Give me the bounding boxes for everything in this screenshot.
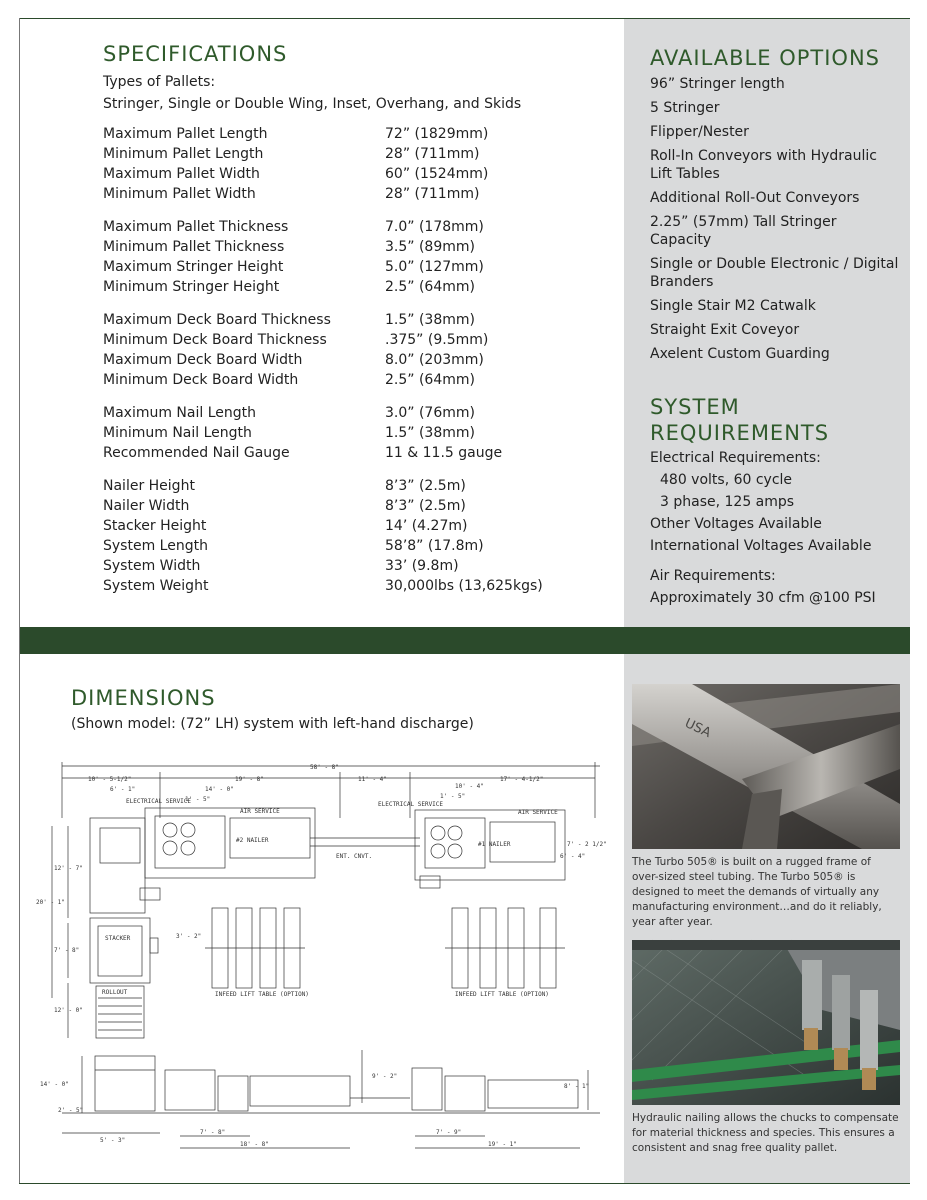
spec-row bbox=[103, 556, 625, 576]
spec-value: 28” (711mm) bbox=[385, 186, 480, 202]
spec-row bbox=[103, 217, 625, 237]
spec-value: 5.0” (127mm) bbox=[385, 259, 484, 275]
spec-row bbox=[103, 516, 625, 536]
dim-label: ELECTRICAL SERVICE bbox=[126, 798, 192, 805]
option-item: 5 Stringer bbox=[650, 100, 720, 116]
dim-label: 58' - 8" bbox=[310, 764, 339, 771]
spec-value: 60” (1524mm) bbox=[385, 166, 489, 182]
spec-row bbox=[103, 164, 625, 184]
spec-label: Maximum Pallet Thickness bbox=[103, 219, 289, 235]
spec-value: 8.0” (203mm) bbox=[385, 352, 484, 368]
system-title-line1: SYSTEM bbox=[650, 395, 740, 419]
option-item: 96” Stringer length bbox=[650, 76, 785, 92]
system-title-line2: REQUIREMENTS bbox=[650, 421, 830, 445]
spec-label: System Length bbox=[103, 538, 208, 554]
spec-value: .375” (9.5mm) bbox=[385, 332, 489, 348]
spec-label: Maximum Deck Board Width bbox=[103, 352, 303, 368]
pallet-types bbox=[103, 71, 521, 115]
spec-value: 2.5” (64mm) bbox=[385, 372, 475, 388]
spec-group-pallet-size bbox=[103, 124, 625, 204]
spec-label: System Weight bbox=[103, 578, 209, 594]
dimensions-title: DIMENSIONS bbox=[71, 686, 216, 710]
spec-label: Maximum Pallet Width bbox=[103, 166, 260, 182]
spec-row bbox=[103, 370, 625, 390]
spec-row bbox=[103, 496, 625, 516]
steel-frame-photo bbox=[632, 684, 900, 849]
dim-label: 12' - 7" bbox=[54, 865, 83, 872]
spec-value: 2.5” (64mm) bbox=[385, 279, 475, 295]
spec-group-system bbox=[103, 476, 625, 596]
dim-label: AIR SERVICE bbox=[240, 808, 280, 815]
option-item: Roll-In Conveyors with Hydraulic Lift Tables bbox=[650, 148, 877, 182]
air-value: Approximately 30 cfm @100 PSI bbox=[650, 590, 876, 606]
spec-value: 7.0” (178mm) bbox=[385, 219, 484, 235]
spec-row bbox=[103, 576, 625, 596]
spec-value: 3.0” (76mm) bbox=[385, 405, 475, 421]
dim-label: ENT. CNVT. bbox=[336, 853, 373, 860]
spec-row bbox=[103, 277, 625, 297]
pallet-types-value: Stringer, Single or Double Wing, Inset, Overhang, and Skids bbox=[103, 96, 522, 112]
spec-label: Minimum Nail Length bbox=[103, 425, 252, 441]
frame-top-line bbox=[19, 18, 910, 19]
spec-group-thickness bbox=[103, 217, 625, 297]
spec-label: Minimum Pallet Length bbox=[103, 146, 264, 162]
spec-row bbox=[103, 423, 625, 443]
spec-row bbox=[103, 310, 625, 330]
dim-label: ROLLOUT bbox=[102, 989, 128, 996]
spec-label: Nailer Height bbox=[103, 478, 195, 494]
dim-label: 11' - 4" bbox=[358, 776, 387, 783]
dim-label: 18' - 8" bbox=[240, 1141, 269, 1148]
dim-label: 7' - 9" bbox=[436, 1129, 462, 1136]
photo1-caption: The Turbo 505® is built on a rugged frame of over-sized steel tubing. The Turbo 505® is designed to meet the demands of virtually any manufacturing environment…and do it reliably, year after year. bbox=[632, 856, 882, 928]
frame-left-line bbox=[19, 18, 20, 1184]
dim-label: 1' - 5" bbox=[440, 793, 466, 800]
dim-label: 19' - 8" bbox=[235, 776, 264, 783]
spec-label: Maximum Pallet Length bbox=[103, 126, 268, 142]
spec-label: Recommended Nail Gauge bbox=[103, 445, 290, 461]
spec-row bbox=[103, 124, 625, 144]
option-item: Additional Roll-Out Conveyors bbox=[650, 190, 860, 206]
spec-group-nails bbox=[103, 403, 625, 463]
dim-label: STACKER bbox=[105, 935, 131, 942]
dim-label: 19' - 1" bbox=[488, 1141, 517, 1148]
specifications-table bbox=[103, 124, 625, 609]
dim-label: 14' - 0" bbox=[205, 786, 234, 793]
layout-drawing bbox=[36, 758, 610, 1158]
spec-row bbox=[103, 536, 625, 556]
spec-value: 58’8” (17.8m) bbox=[385, 538, 484, 554]
dim-label: #2 NAILER bbox=[236, 837, 269, 844]
spec-label: Minimum Stringer Height bbox=[103, 279, 280, 295]
spec-label: Maximum Stringer Height bbox=[103, 259, 284, 275]
options-list bbox=[650, 75, 900, 369]
photo2-caption: Hydraulic nailing allows the chucks to compensate for material thickness and species. This ensures a consistent and snag free quality pallet. bbox=[632, 1112, 899, 1154]
dim-label: 1' - 5" bbox=[185, 796, 211, 803]
specifications-title: SPECIFICATIONS bbox=[103, 42, 288, 66]
spec-label: Nailer Width bbox=[103, 498, 190, 514]
spec-value: 33’ (9.8m) bbox=[385, 558, 459, 574]
system-requirements-body bbox=[650, 447, 910, 609]
spec-value: 14’ (4.27m) bbox=[385, 518, 468, 534]
spec-row bbox=[103, 237, 625, 257]
other-voltages: Other Voltages Available bbox=[650, 516, 822, 532]
dim-label: 2' - 5" bbox=[58, 1107, 84, 1114]
frame-bottom-line bbox=[19, 1183, 910, 1184]
spacer bbox=[650, 557, 910, 565]
spec-row bbox=[103, 330, 625, 350]
spec-value: 28” (711mm) bbox=[385, 146, 480, 162]
spec-value: 8’3” (2.5m) bbox=[385, 498, 466, 514]
dim-label: 7' - 8" bbox=[200, 1129, 226, 1136]
electrical-line-2: 3 phase, 125 amps bbox=[660, 494, 795, 510]
spec-label: Maximum Deck Board Thickness bbox=[103, 312, 331, 328]
dim-label: 10' - 4" bbox=[455, 783, 484, 790]
dim-label: 7' - 8" bbox=[54, 947, 80, 954]
air-label: Air Requirements: bbox=[650, 568, 776, 584]
spec-row bbox=[103, 184, 625, 204]
dim-label: 8' - 1" bbox=[564, 1083, 590, 1090]
spec-row bbox=[103, 403, 625, 423]
spec-value: 8’3” (2.5m) bbox=[385, 478, 466, 494]
dim-label: 3' - 2" bbox=[176, 933, 202, 940]
dim-label: 14' - 0" bbox=[40, 1081, 69, 1088]
option-item: 2.25” (57mm) Tall Stringer Capacity bbox=[650, 214, 837, 248]
spec-value: 30,000lbs (13,625kgs) bbox=[385, 578, 543, 594]
pallet-types-label: Types of Pallets: bbox=[103, 74, 216, 90]
dim-label: 6' - 1" bbox=[110, 786, 136, 793]
spec-value: 3.5” (89mm) bbox=[385, 239, 475, 255]
spec-row bbox=[103, 144, 625, 164]
dimensions-subtitle: (Shown model: (72” LH) system with left-hand discharge) bbox=[71, 716, 474, 732]
dim-label: 20' - 1" bbox=[36, 899, 65, 906]
electrical-label: Electrical Requirements: bbox=[650, 450, 821, 466]
spec-row bbox=[103, 443, 625, 463]
spec-label: Minimum Pallet Width bbox=[103, 186, 256, 202]
spec-label: System Width bbox=[103, 558, 201, 574]
dim-label: INFEED LIFT TABLE (OPTION) bbox=[215, 991, 309, 998]
spec-group-deck-board bbox=[103, 310, 625, 390]
spec-label: Maximum Nail Length bbox=[103, 405, 257, 421]
hydraulic-nailing-photo bbox=[632, 940, 900, 1105]
dim-label: 6' - 4" bbox=[560, 853, 586, 860]
dim-label: 17' - 4-1/2" bbox=[500, 776, 544, 783]
option-item: Straight Exit Coveyor bbox=[650, 322, 800, 338]
spec-label: Minimum Deck Board Width bbox=[103, 372, 299, 388]
spec-row bbox=[103, 257, 625, 277]
dim-label: ELECTRICAL SERVICE bbox=[378, 801, 444, 808]
spec-row bbox=[103, 476, 625, 496]
usa-stamp: USA bbox=[682, 716, 714, 741]
electrical-line-1: 480 volts, 60 cycle bbox=[660, 472, 793, 488]
dim-label: AIR SERVICE bbox=[518, 809, 558, 816]
dim-label: #1 NAILER bbox=[478, 841, 511, 848]
dim-label: 5' - 3" bbox=[100, 1137, 126, 1144]
dim-label: 7' - 2 1/2" bbox=[567, 841, 607, 848]
spec-value: 11 & 11.5 gauge bbox=[385, 445, 503, 461]
dim-label: INFEED LIFT TABLE (OPTION) bbox=[455, 991, 549, 998]
spec-label: Minimum Pallet Thickness bbox=[103, 239, 285, 255]
spec-value: 1.5” (38mm) bbox=[385, 312, 475, 328]
option-item: Flipper/Nester bbox=[650, 124, 749, 140]
spec-row bbox=[103, 350, 625, 370]
options-title: AVAILABLE OPTIONS bbox=[650, 46, 880, 70]
spec-label: Stacker Height bbox=[103, 518, 207, 534]
option-item: Axelent Custom Guarding bbox=[650, 346, 830, 362]
divider-band bbox=[19, 627, 910, 654]
system-requirements-title bbox=[650, 394, 900, 446]
dim-label: 12' - 0" bbox=[54, 1007, 83, 1014]
spec-value: 1.5” (38mm) bbox=[385, 425, 475, 441]
dim-label: 10' - 5-1/2" bbox=[88, 776, 132, 783]
option-item: Single or Double Electronic / Digital Branders bbox=[650, 256, 899, 290]
dim-label: 9' - 2" bbox=[372, 1073, 398, 1080]
international-voltages: International Voltages Available bbox=[650, 538, 872, 554]
option-item: Single Stair M2 Catwalk bbox=[650, 298, 816, 314]
spec-label: Minimum Deck Board Thickness bbox=[103, 332, 327, 348]
spec-value: 72” (1829mm) bbox=[385, 126, 489, 142]
